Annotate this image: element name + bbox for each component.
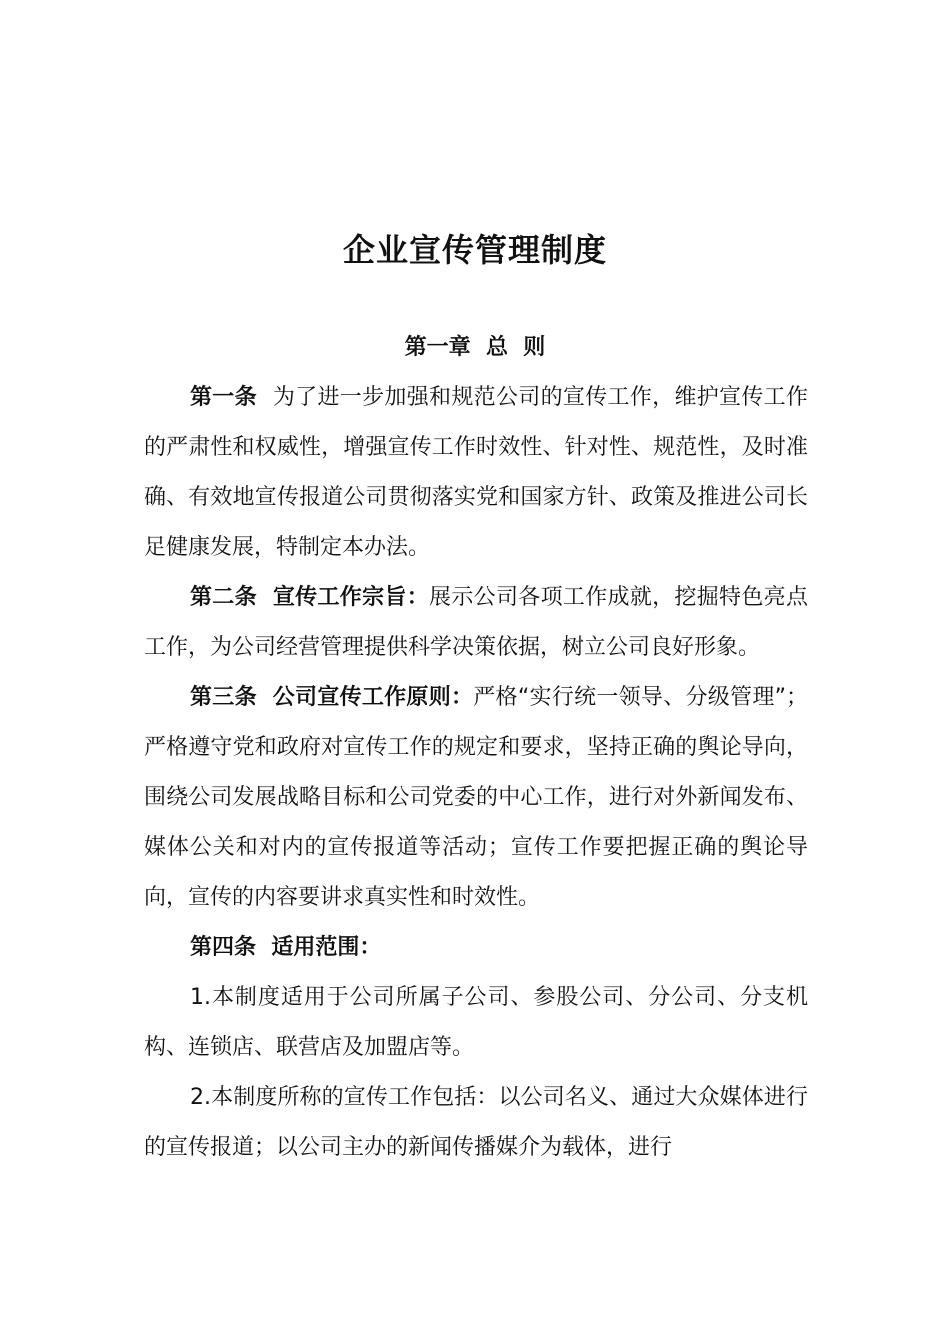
- scope-item-2: 2.本制度所称的宣传工作包括：以公司名义、通过大众媒体进行的宣传报道；以公司主办的新闻传播媒介为载体，进行: [144, 1085, 808, 1160]
- document-title: 企业宣传管理制度: [342, 231, 607, 269]
- article-2-text: 展示公司各项工作成就，挖掘特色亮点工作，为公司经营管理提供科学决策依据，树立公司良好形象。: [144, 585, 808, 660]
- article-2: [144, 573, 808, 673]
- article-4-heading: 第四条 适用范围：: [190, 935, 382, 960]
- document-body: [144, 373, 808, 1173]
- article-3-text: 严格“实行统一领导、分级管理”；严格遵守党和政府对宣传工作的规定和要求，坚持正确的舆论导向，围绕公司发展战略目标和公司党委的中心工作，进行对外新闻发布、媒体公关和对内的宣传报道等活动；宣传工作要把握正确的舆论导向，宣传的内容要讲求真实性和时效性。: [144, 685, 808, 910]
- article-3: [144, 673, 808, 923]
- article-2-heading: 第二条 宣传工作宗旨：: [190, 585, 430, 610]
- article-1: [144, 373, 808, 573]
- article-1-heading: 第一条: [190, 385, 273, 410]
- article-1-text: 为了进一步加强和规范公司的宣传工作，维护宣传工作的严肃性和权威性，增强宣传工作时效性、针对性、规范性，及时准确、有效地宣传报道公司贯彻落实党和国家方针、政策及推进公司长足健康发展，特制定本办法。: [144, 385, 808, 560]
- scope-item-1: 1.本制度适用于公司所属子公司、参股公司、分公司、分支机构、连锁店、联营店及加盟店等。: [144, 985, 808, 1060]
- article-3-heading: 第三条 公司宣传工作原则：: [190, 685, 474, 710]
- article-4: [144, 923, 808, 973]
- chapter-title: 第一章 总 则: [404, 335, 546, 360]
